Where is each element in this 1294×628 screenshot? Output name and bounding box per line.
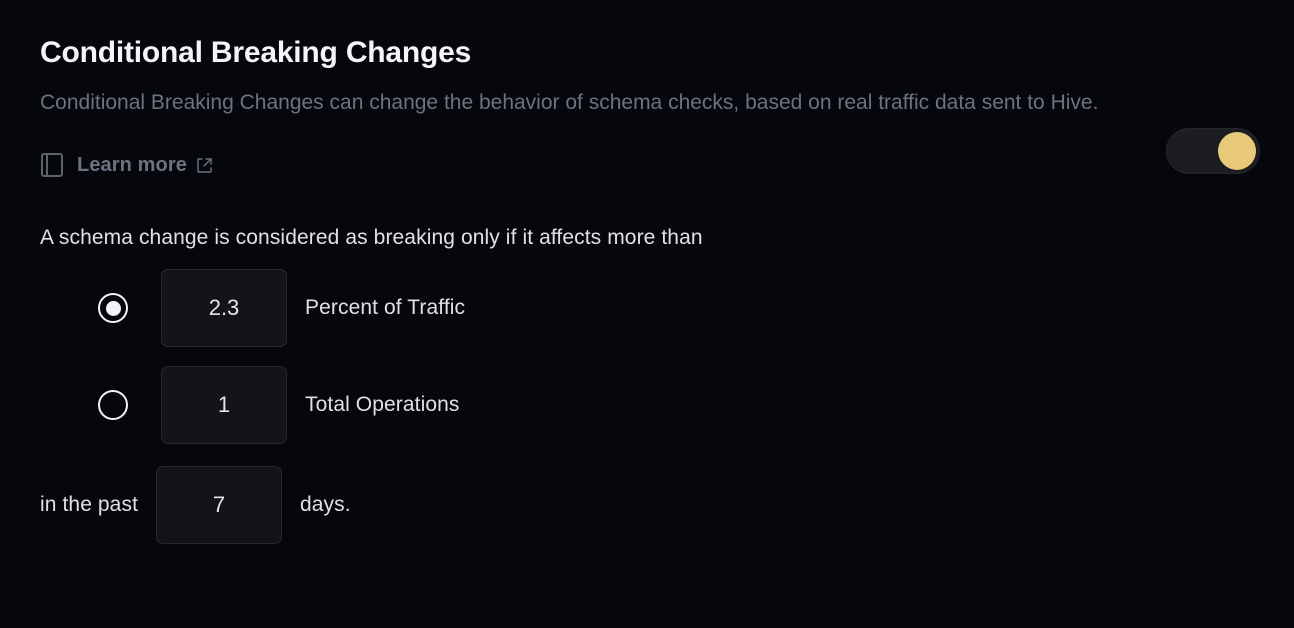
period-suffix-label: days.: [300, 493, 351, 517]
learn-more-row: [40, 152, 1254, 178]
option-row-operations: [40, 366, 1254, 444]
radio-dot: [106, 301, 121, 316]
section-description: Conditional Breaking Changes can change the behavior of schema checks, based on real traffic data sent to Hive.: [40, 90, 1099, 114]
radio-total-operations[interactable]: [98, 390, 128, 420]
radio-percent-of-traffic[interactable]: [98, 293, 128, 323]
total-operations-label: Total Operations: [305, 393, 460, 417]
condition-statement: A schema change is considered as breaking only if it affects more than: [40, 226, 703, 250]
external-link-icon[interactable]: [196, 157, 213, 174]
page-title: Conditional Breaking Changes: [40, 36, 472, 69]
period-prefix-label: in the past: [40, 493, 138, 517]
conditional-breaking-changes-toggle[interactable]: [1166, 128, 1260, 174]
learn-more-link[interactable]: Learn more: [77, 153, 187, 176]
percent-of-traffic-label: Percent of Traffic: [305, 296, 466, 320]
percent-of-traffic-input[interactable]: [161, 269, 287, 347]
option-row-percentage: [40, 269, 1254, 347]
total-operations-input[interactable]: [161, 366, 287, 444]
book-icon: [40, 152, 64, 178]
period-days-input[interactable]: [156, 466, 282, 544]
period-row: [40, 466, 1254, 544]
toggle-knob: [1218, 132, 1256, 170]
